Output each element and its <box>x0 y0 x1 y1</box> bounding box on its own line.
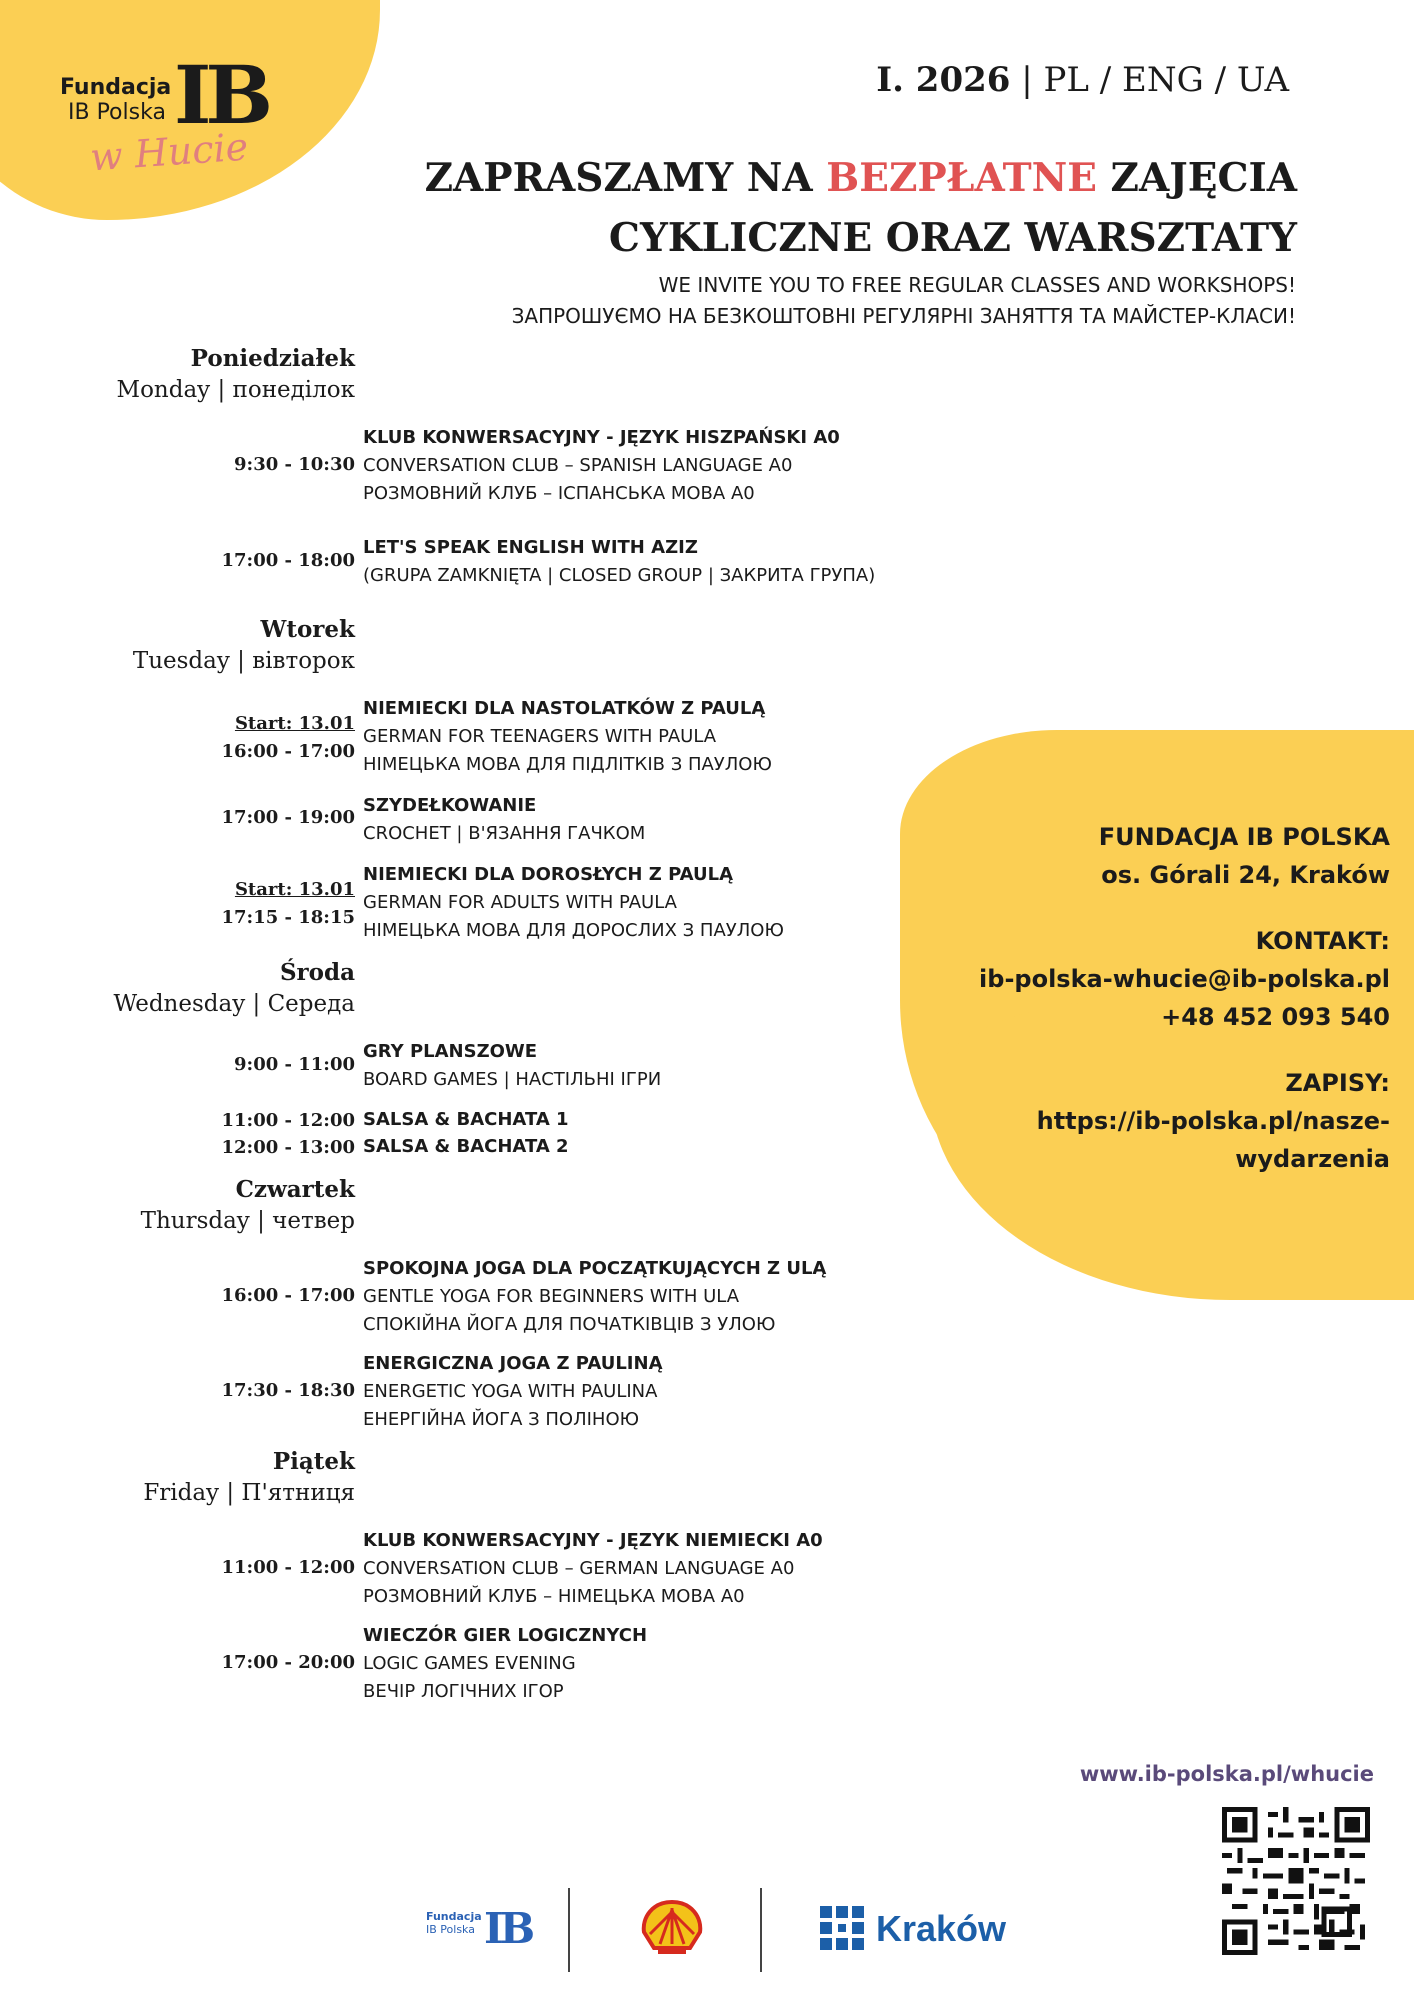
event-time: 16:00 - 17:00 <box>221 741 355 762</box>
event-title: KLUB KONWERSACYJNY - JĘZYK NIEMIECKI A0 <box>363 1530 823 1551</box>
day-friday <box>55 1446 355 1510</box>
event-title: SPOKOJNA JOGA DLA POCZĄTKUJĄCYCH Z ULĄ <box>363 1258 827 1279</box>
day-name-pl: Poniedziałek <box>190 345 355 372</box>
event-line-en: CROCHET | В'ЯЗАННЯ ГАЧКОМ <box>363 823 646 844</box>
day-name-translated: Thursday | четвер <box>140 1208 355 1234</box>
event-line-en: CONVERSATION CLUB – SPANISH LANGUAGE A0 <box>363 455 793 476</box>
event-line-en: BOARD GAMES | НАСТІЛЬНІ ІГРИ <box>363 1069 662 1090</box>
event-time: 17:00 - 19:00 <box>221 807 355 828</box>
day-tuesday <box>55 614 355 678</box>
contact-label: KONTAKT: <box>1255 927 1390 955</box>
headline-sub-ua: ЗАПРОШУЄМО НА БЕЗКОШТОВНІ РЕГУЛЯРНІ ЗАНЯТТЯ ТА МАЙСТЕР-КЛАСИ! <box>511 304 1296 328</box>
event-time-block <box>135 876 355 932</box>
event-tuesday-crochet <box>363 792 903 848</box>
qr-code <box>1222 1807 1370 1955</box>
event-line-ua: НІМЕЦЬКА МОВА ДЛЯ ПІДЛІТКІВ З ПАУЛОЮ <box>363 754 772 775</box>
event-line-en: CONVERSATION CLUB – GERMAN LANGUAGE A0 <box>363 1558 795 1579</box>
headline-part1: ZAPRASZAMY NA <box>424 155 827 201</box>
event-line-ua: НІМЕЦЬКА МОВА ДЛЯ ДОРОСЛИХ З ПАУЛОЮ <box>363 920 784 941</box>
sponsor-ib-mark: IB <box>484 1904 532 1953</box>
krakow-emblem-icon <box>820 1906 864 1950</box>
day-name-translated: Friday | П'ятниця <box>143 1480 355 1506</box>
shell-logo <box>640 1898 704 1958</box>
day-name-pl: Wtorek <box>260 616 355 643</box>
contact-address: os. Górali 24, Kraków <box>1101 861 1390 889</box>
event-line-en: ENERGETIC YOGA WITH PAULINA <box>363 1381 658 1402</box>
day-monday <box>55 343 355 407</box>
signup-url-line2[interactable]: wydarzenia <box>1235 1145 1390 1173</box>
event-title: LET'S SPEAK ENGLISH WITH AZIZ <box>363 537 698 558</box>
edition-languages: | PL / ENG / UA <box>1021 60 1289 100</box>
event-time: 17:00 - 18:00 <box>221 550 355 571</box>
event-time-block <box>135 710 355 766</box>
event-thursday-energetic-yoga <box>363 1350 903 1434</box>
event-time: 9:00 - 11:00 <box>234 1054 355 1075</box>
event-title: KLUB KONWERSACYJNY - JĘZYK HISZPAŃSKI A0 <box>363 427 840 448</box>
contact-box <box>870 818 1390 1178</box>
event-time: 9:30 - 10:30 <box>234 454 355 475</box>
event-start-date: Start: 13.01 <box>234 879 355 900</box>
headline-sub-en: WE INVITE YOU TO FREE REGULAR CLASSES AND WORKSHOPS! <box>658 273 1296 297</box>
event-wednesday-salsa-1 <box>363 1106 903 1134</box>
event-title: ENERGICZNA JOGA Z PAULINĄ <box>363 1353 663 1374</box>
event-time: 11:00 - 12:00 <box>221 1557 355 1578</box>
event-monday-english <box>363 534 903 590</box>
event-line-ua: ВЕЧІР ЛОГІЧНИХ ІГОР <box>363 1681 564 1702</box>
signup-label: ZAPISY: <box>1285 1069 1390 1097</box>
logo-script: w Hucie <box>88 124 250 180</box>
logo-line1: Fundacja <box>60 75 172 100</box>
event-tuesday-german-teens <box>363 695 903 779</box>
headline-part2: ZAJĘCIA <box>1096 155 1297 201</box>
event-wednesday-salsa-2 <box>363 1133 903 1161</box>
logo-line2: IB Polska <box>68 100 166 125</box>
day-name-translated: Tuesday | вівторок <box>132 648 355 674</box>
foundation-logo <box>60 20 290 180</box>
event-title: GRY PLANSZOWE <box>363 1041 538 1062</box>
day-wednesday <box>55 957 355 1021</box>
event-monday-spanish <box>363 424 903 508</box>
event-friday-german-club <box>363 1527 903 1611</box>
event-friday-logic-games <box>363 1622 903 1706</box>
sponsor-ib-logo <box>426 1904 532 1953</box>
event-title: WIECZÓR GIER LOGICZNYCH <box>363 1625 648 1646</box>
event-line-en: LOGIC GAMES EVENING <box>363 1653 576 1674</box>
event-line-en: GERMAN FOR ADULTS WITH PAULA <box>363 892 677 913</box>
event-thursday-gentle-yoga <box>363 1255 903 1339</box>
contact-phone[interactable]: +48 452 093 540 <box>1161 1003 1390 1031</box>
sponsor-ib-line2: IB Polska <box>426 1923 475 1936</box>
contact-org: FUNDACJA IB POLSKA <box>1098 823 1390 851</box>
event-line-ua: РОЗМОВНИЙ КЛУБ – ІСПАНСЬКА МОВА А0 <box>363 483 755 504</box>
page-headline <box>397 148 1297 268</box>
event-wednesday-board-games <box>363 1038 903 1094</box>
day-thursday <box>55 1174 355 1238</box>
sponsor-divider <box>568 1888 570 1972</box>
sponsor-divider <box>760 1888 762 1972</box>
event-tuesday-german-adults <box>363 861 903 945</box>
event-time: 12:00 - 13:00 <box>221 1137 355 1158</box>
event-line-en: GENTLE YOGA FOR BEGINNERS WITH ULA <box>363 1286 740 1307</box>
day-name-pl: Czwartek <box>235 1176 355 1203</box>
event-line-note: (GRUPA ZAMKNIĘTA | CLOSED GROUP | ЗАКРИТА ГРУПА) <box>363 565 876 586</box>
day-name-pl: Środa <box>279 959 355 986</box>
contact-email[interactable]: ib-polska-whucie@ib-polska.pl <box>979 965 1390 993</box>
event-line-ua: ЕНЕРГІЙНА ЙОГА З ПОЛІНОЮ <box>363 1409 640 1430</box>
headline-line2: CYKLICZNE ORAZ WARSZTATY <box>608 215 1297 261</box>
event-time: 17:15 - 18:15 <box>221 907 355 928</box>
logo-mark: IB <box>174 48 268 142</box>
event-line-ua: СПОКІЙНА ЙОГА ДЛЯ ПОЧАТКІВЦІВ З УЛОЮ <box>363 1314 776 1335</box>
event-line-en: GERMAN FOR TEENAGERS WITH PAULA <box>363 726 717 747</box>
day-name-translated: Wednesday | Середа <box>113 991 355 1017</box>
event-title: SZYDEŁKOWANIE <box>363 795 537 816</box>
day-name-pl: Piątek <box>272 1448 355 1475</box>
krakow-logo <box>820 1906 1007 1954</box>
event-time: 11:00 - 12:00 <box>221 1110 355 1131</box>
headline-translations <box>296 270 1296 332</box>
signup-url-line1[interactable]: https://ib-polska.pl/nasze- <box>1036 1107 1390 1135</box>
krakow-wordmark: Kraków <box>876 1908 1007 1949</box>
headline-highlight: BEZPŁATNE <box>826 155 1097 201</box>
sponsor-logos <box>420 1880 1040 1990</box>
edition-label <box>876 60 1289 100</box>
day-name-translated: Monday | понеділок <box>116 377 355 403</box>
event-time: 17:30 - 18:30 <box>221 1380 355 1401</box>
edition-period: I. 2026 <box>876 60 1011 100</box>
sponsor-ib-line1: Fundacja <box>426 1910 482 1923</box>
event-line-ua: РОЗМОВНИЙ КЛУБ – НІМЕЦЬКА МОВА А0 <box>363 1586 745 1607</box>
event-title: SALSA & BACHATA 2 <box>363 1136 569 1157</box>
event-time: 17:00 - 20:00 <box>221 1652 355 1673</box>
website-link[interactable]: www.ib-polska.pl/whucie <box>1079 1762 1374 1786</box>
event-start-date: Start: 13.01 <box>234 713 355 734</box>
event-title: NIEMIECKI DLA DOROSŁYCH Z PAULĄ <box>363 864 734 885</box>
event-title: SALSA & BACHATA 1 <box>363 1109 569 1130</box>
event-title: NIEMIECKI DLA NASTOLATKÓW Z PAULĄ <box>363 698 766 719</box>
event-time: 16:00 - 17:00 <box>221 1285 355 1306</box>
